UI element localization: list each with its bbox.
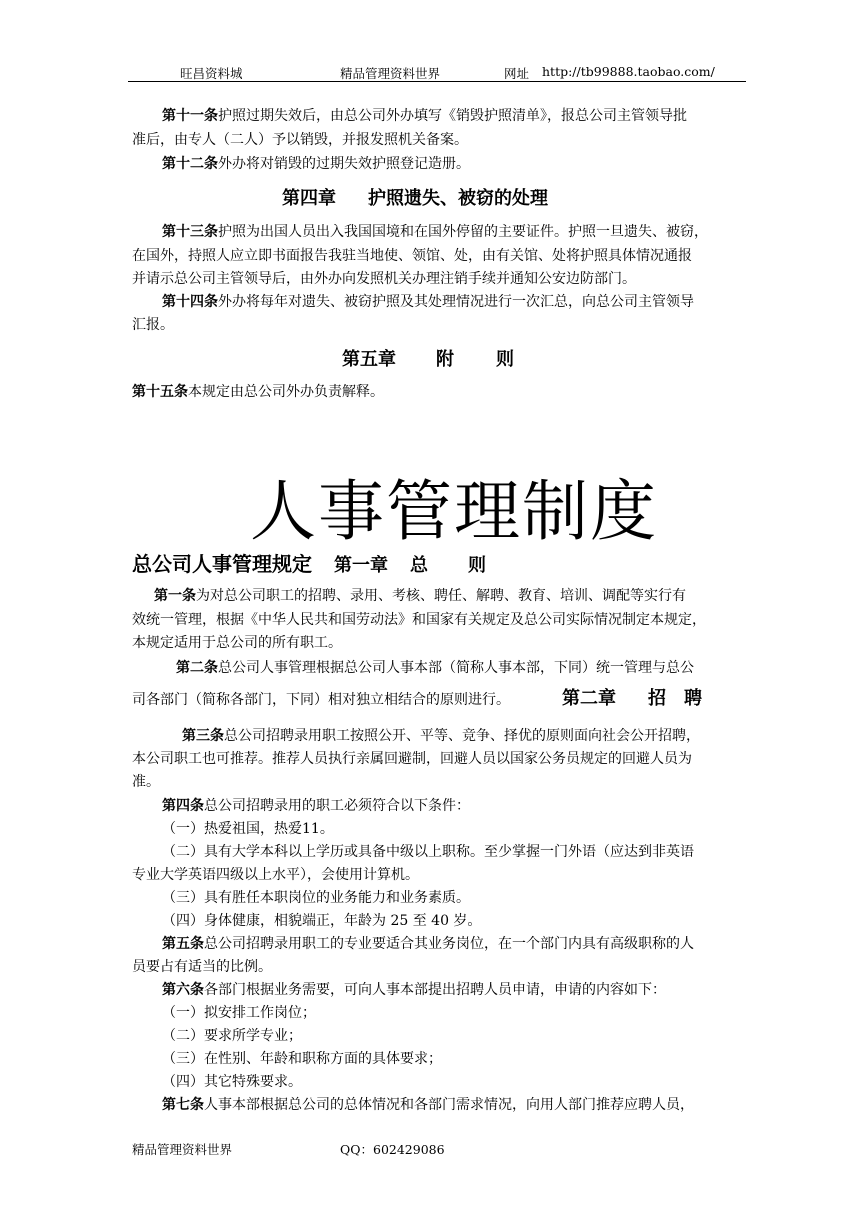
- article-6-item-1: （一）拟安排工作岗位；: [162, 1005, 316, 1021]
- chapter-5-heading: 第五章 附 则: [342, 349, 514, 370]
- article-5-cont: 员要占有适当的比例。: [132, 959, 272, 975]
- footer-qq: QQ：602429086: [340, 1142, 445, 1157]
- article-4: 第四条总公司招聘录用的职工必须符合以下条件：: [162, 798, 470, 814]
- article-13: 第十三条护照为出国人员出入我国国境和在国外停留的主要证件。护照一旦遗失、被窃，: [162, 224, 708, 240]
- article-6: 第六条各部门根据业务需要，可向人事本部提出招聘人员申请，申请的内容如下：: [162, 982, 666, 998]
- article-1-cont-1: 效统一管理，根据《中华人民共和国劳动法》和国家有关规定及总公司实际情况制定本规定，: [132, 612, 706, 628]
- header-url-label: 网址: [504, 66, 530, 81]
- article-4-item-2: （二）具有大学本科以上学历或具备中级以上职称。至少掌握一门外语（应达到非英语: [162, 844, 694, 860]
- article-12: 第十二条外办将对销毁的过期失效护照登记造册。: [162, 156, 470, 172]
- header-left: 旺昌资料城: [180, 66, 243, 81]
- article-3-cont-2: 准。: [132, 774, 160, 790]
- article-2-cont: 司各部门（简称各部门，下同）相对独立相结合的原则进行。: [132, 692, 510, 708]
- article-4-item-3: （三）具有胜任本职岗位的业务能力和业务素质。: [162, 890, 470, 906]
- article-6-item-2: （二）要求所学专业；: [162, 1028, 302, 1044]
- article-4-item-2-cont: 专业大学英语四级以上水平），会使用计算机。: [132, 867, 419, 883]
- article-5: 第五条总公司招聘录用职工的专业要适合其业务岗位，在一个部门内具有高级职称的人: [162, 936, 694, 952]
- article-14: 第十四条外办将每年对遗失、被窃护照及其处理情况进行一次汇总，向总公司主管领导: [162, 294, 694, 310]
- article-4-item-4: （四）身体健康，相貌端正，年龄为 25 至 40 岁。: [162, 913, 482, 929]
- article-15: 第十五条本规定由总公司外办负责解释。: [132, 384, 384, 400]
- article-7: 第七条人事本部根据总公司的总体情况和各部门需求情况，向用人部门推荐应聘人员，: [162, 1097, 694, 1113]
- article-13-cont-2: 并请示总公司主管领导后，由外办向发照机关办理注销手续并通知公安边防部门。: [132, 271, 636, 287]
- article-3-cont-1: 本公司职工也可推荐。推荐人员执行亲属回避制，回避人员以国家公务员规定的回避人员为: [132, 751, 692, 767]
- chapter-2-heading: 第二章 招 聘: [562, 688, 702, 709]
- section-heading: 总公司人事管理规定 第一章 总 则: [132, 552, 486, 576]
- article-11-cont: 准后，由专人（二人）予以销毁，并报发照机关备案。: [132, 132, 468, 148]
- article-1-cont-2: 本规定适用于总公司的所有职工。: [132, 635, 342, 651]
- article-2: 第二条总公司人事管理根据总公司人事本部（简称人事本部，下同）统一管理与总公: [176, 660, 694, 676]
- article-11: 第十一条护照过期失效后，由总公司外办填写《销毁护照清单》，报总公司主管领导批: [162, 108, 687, 124]
- article-1: 第一条为对总公司职工的招聘、录用、考核、聘任、解聘、教育、培训、调配等实行有: [154, 588, 686, 604]
- article-6-item-4: （四）其它特殊要求。: [162, 1074, 302, 1090]
- header-url[interactable]: http://tb99888.taobao.com/: [542, 64, 715, 79]
- article-4-item-1: （一）热爱祖国，热爱11。: [162, 821, 334, 837]
- article-3: 第三条总公司招聘录用职工按照公开、平等、竞争、择优的原则面向社会公开招聘，: [182, 728, 700, 744]
- article-6-item-3: （三）在性别、年龄和职称方面的具体要求；: [162, 1051, 442, 1067]
- article-13-cont-1: 在国外，持照人应立即书面报告我驻当地使、领馆、处，由有关馆、处将护照具体情况通报: [132, 248, 692, 264]
- footer-left: 精品管理资料世界: [132, 1142, 233, 1157]
- header-divider: [128, 81, 746, 82]
- header-middle: 精品管理资料世界: [340, 66, 441, 81]
- chapter-4-heading: 第四章 护照遗失、被窃的处理: [282, 188, 548, 209]
- document-title: 人事管理制度: [250, 473, 658, 550]
- article-14-cont: 汇报。: [132, 317, 174, 333]
